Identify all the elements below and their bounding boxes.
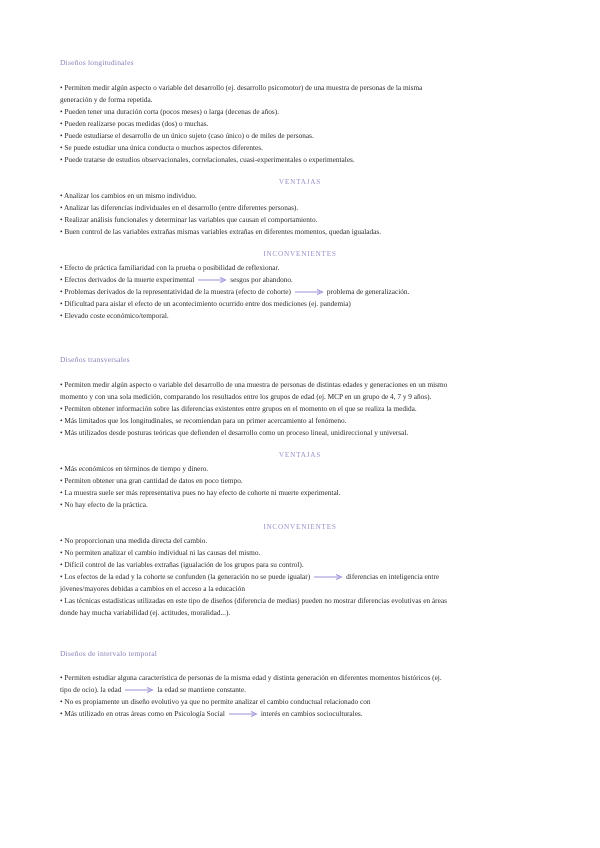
bullet-text — [60, 708, 540, 720]
bullet-text: • Elevado coste económico/temporal. — [60, 311, 169, 320]
bullet-text — [60, 286, 540, 298]
bullet-text-part: la edad se mantiene constante. — [157, 685, 246, 694]
bullet-text-part: • Más utilizado en otras áreas como en Psicología Social — [60, 709, 225, 718]
bullet-text: • Difícil control de las variables extrañas (igualación de los grupos para su control). — [60, 560, 304, 569]
bullet-text: momento y con una sola medición, comparando los resultados entre los grupos de edad (ej. MCP en un grupo de 4, 7 y 9 años). — [60, 392, 432, 401]
bullet-text: • Las técnicas estadísticas utilizadas en este tipo de diseños (diferencia de medias) pueden no mostrar diferencias evolutivas en áreas — [60, 596, 447, 605]
bullet-text: generación y de forma repetida. — [60, 95, 153, 104]
section-title-intervalo-temporal: Diseños de intervalo temporal — [60, 649, 158, 658]
bullet-text: • No permiten analizar el cambio individual ni las causas del mismo. — [60, 548, 261, 557]
bullet-text: • No proporcionan una medida directa del cambio. — [60, 536, 208, 545]
arrow-icon — [124, 687, 154, 693]
bullet-text: • Permiten medir algún aspecto o variable del desarrollo de una muestra de personas de distintas edades y generaciones en un mismo — [60, 380, 448, 389]
subheading-ventajas: VENTAJAS — [278, 451, 322, 459]
bullet-text: • Más económicos en términos de tiempo y dinero. — [60, 464, 209, 473]
bullet-text — [60, 274, 540, 286]
bullet-text — [60, 684, 540, 696]
bullet-text: • Se puede estudiar una única conducta o muchos aspectos diferentes. — [60, 143, 263, 152]
subheading-inconvenientes: INCONVENIENTES — [263, 250, 337, 258]
bullet-text-part: sesgos por abandono. — [230, 275, 293, 284]
bullet-text: • Permiten obtener información sobre las diferencias existentes entre grupos en el momento en el que se realiza la medida. — [60, 404, 417, 413]
bullet-text-part: diferencias en inteligencia entre — [346, 572, 440, 581]
bullet-text-part: • Efectos derivados de la muerte experimental — [60, 275, 195, 284]
bullet-text: • No hay efecto de la práctica. — [60, 500, 148, 509]
bullet-text: • Puede estudiarse el desarrollo de un único sujeto (caso único) o de miles de personas. — [60, 131, 314, 140]
subheading-ventajas: VENTAJAS — [278, 178, 322, 186]
section-title-longitudinales: Diseños longitudinales — [60, 58, 134, 67]
bullet-text: jóvenes/mayores debidas a cambios en el acceso a la educación — [60, 584, 245, 593]
bullet-text: • Permiten medir algún aspecto o variable del desarrollo (ej. desarrollo psicomotor) de una muestra de personas de la misma — [60, 83, 423, 92]
arrow-icon — [228, 711, 258, 717]
bullet-text: • Puede tratarse de estudios observacionales, correlacionales, cuasi-experimentales o experimentales. — [60, 155, 355, 164]
section-title-transversales: Diseños transversales — [60, 355, 130, 364]
bullet-text-part: • Los efectos de la edad y la cohorte se confunden (la generación no se puede igualar) — [60, 572, 311, 581]
bullet-text-part: tipo de ocio). la edad — [60, 685, 122, 694]
bullet-text: • No es propiamente un diseño evolutivo ya que no permite analizar el cambio conductual relacionado con — [60, 697, 371, 706]
bullet-text: • Pueden tener una duración corta (pocos meses) o larga (decenas de años). — [60, 107, 280, 116]
arrow-icon — [197, 277, 227, 283]
bullet-text: • La muestra suele ser más representativa pues no hay efecto de cohorte ni muerte experimental. — [60, 488, 341, 497]
bullet-text: • Dificultad para aislar el efecto de un acontecimiento ocurrido entre dos mediciones (ej. pandemia) — [60, 299, 351, 308]
bullet-text: • Analizar los cambios en un mismo individuo. — [60, 191, 197, 200]
bullet-text: • Analizar las diferencias individuales en el desarrollo (entre diferentes personas). — [60, 203, 299, 212]
bullet-text: • Realizar análisis funcionales y determinar las variables que causan el comportamiento. — [60, 215, 318, 224]
bullet-text — [60, 571, 540, 583]
bullet-text: • Más limitados que los longitudinales, se recomiendan para un primer acercamiento al fenómeno. — [60, 416, 347, 425]
bullet-text: • Permiten obtener una gran cantidad de datos en poco tiempo. — [60, 476, 243, 485]
bullet-text: • Buen control de las variables extrañas mismas variables extrañas en diferentes momentos, quedan igualadas. — [60, 227, 382, 236]
bullet-text-part: interés en cambios socioculturales. — [260, 709, 363, 718]
arrow-icon — [313, 574, 343, 580]
bullet-text: • Pueden realizarse pocas medidas (dos) o muchas. — [60, 119, 209, 128]
bullet-text: • Efecto de práctica familiaridad con la prueba o posibilidad de reflexionar. — [60, 263, 280, 272]
arrow-icon — [294, 289, 324, 295]
bullet-text-part: • Problemas derivados de la representatividad de la muestra (efecto de cohorte) — [60, 287, 291, 296]
bullet-text: donde hay mucha variabilidad (ej. actitudes, moralidad...). — [60, 608, 231, 617]
subheading-inconvenientes: INCONVENIENTES — [263, 523, 337, 531]
bullet-text: • Permiten estudiar alguna característica de personas de la misma edad y distinta generación en diferentes momentos históricos (ej. — [60, 673, 442, 682]
bullet-text: • Más utilizados desde posturas teóricas que defienden el desarrollo como un proceso lineal, unidireccional y universal. — [60, 428, 409, 437]
bullet-text-part: problema de generalización. — [326, 287, 410, 296]
